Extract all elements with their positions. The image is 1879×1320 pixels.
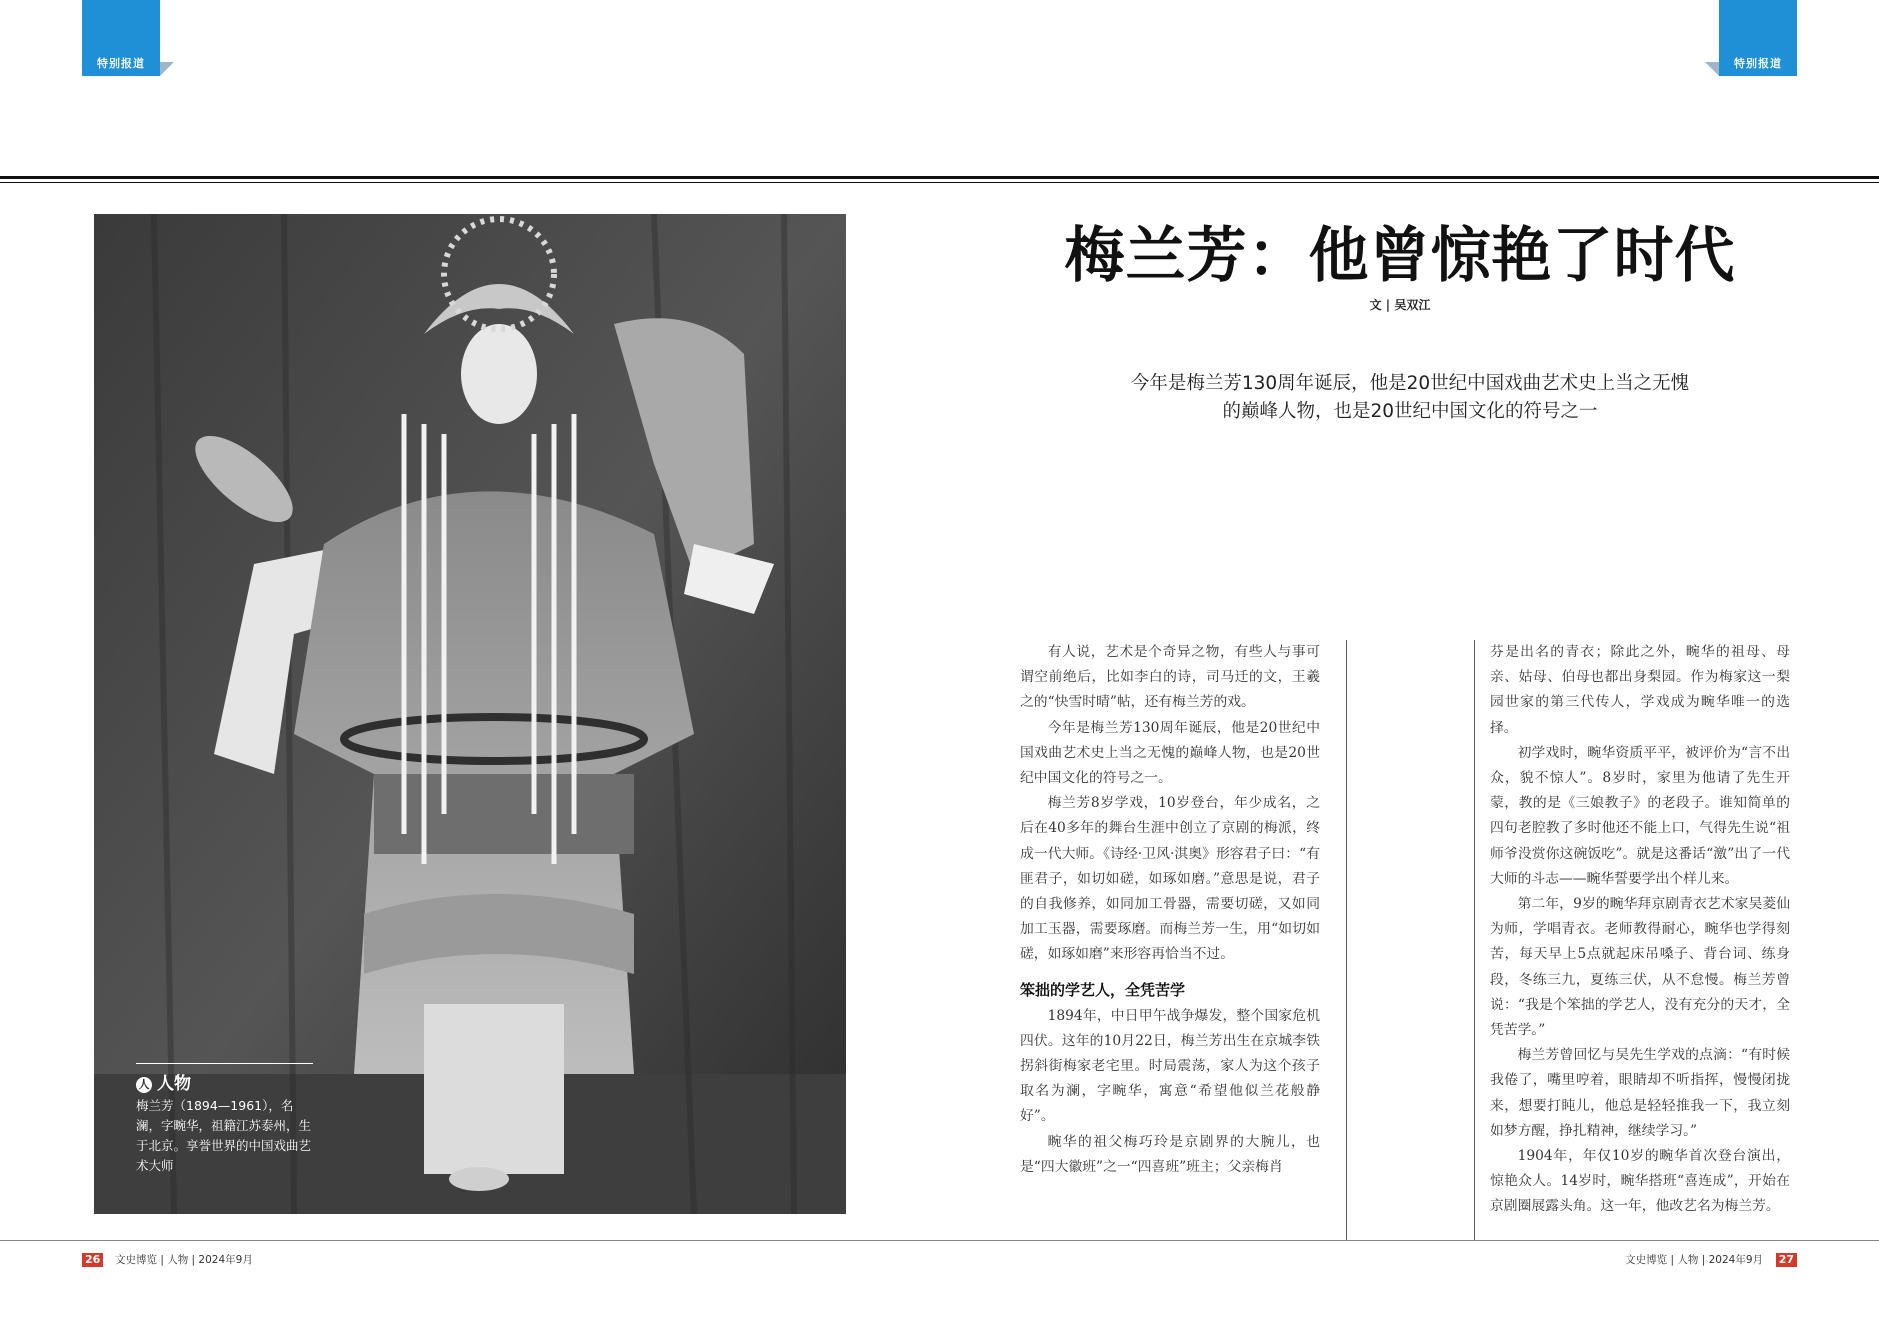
column-divider-1 [1346,640,1347,1240]
person-icon: 人 [136,1077,152,1093]
body-paragraph: 1894年，中日甲午战争爆发，整个国家危机四伏。这年的10月22日，梅兰芳出生在京城李铁拐斜街梅家老宅里。时局震荡，家人为这个孩子取名为澜，字畹华，寓意“希望他似兰花般静好”。 [1020,1007,1320,1125]
section-heading: 笨拙的学艺人，全凭苦学 [1020,980,1186,999]
body-paragraph: 1904年，年仅10岁的畹华首次登台演出，惊艳众人。14岁时，畹华搭班“喜连成”，开始在京剧圈展露头角。这一年，他改艺名为梅兰芳。 [1490,1148,1790,1215]
section-tab-left-label: 特别报道 [97,57,145,70]
column-divider-2 [1474,640,1475,1240]
body-paragraph: 有人说，艺术是个奇异之物，有些人与事可谓空前绝后，比如李白的诗，司马迁的文，王羲之的“快雪时晴”帖，还有梅兰芳的戏。 [1020,644,1320,711]
portrait-photo [94,214,846,1214]
caption-heading [136,1069,191,1094]
portrait-illustration [94,214,846,1214]
body-paragraph: 梅兰芳8岁学戏，10岁登台，年少成名，之后在40多年的舞台生涯中创立了京剧的梅派，终成一代大师。《诗经·卫风·淇奥》形容君子曰：“有匪君子，如切如磋，如琢如磨。”意思是说，君子的自我修养，如同加工骨器，需要切磋，又如同加工玉器，需要琢磨。而梅兰芳一生，用“如切如磋，如琢如磨”来形容再恰当不过。 [1020,795,1320,963]
lead-paragraph [1100,370,1720,426]
section-tab-right-label: 特别报道 [1734,57,1782,70]
body-column-1 [1020,640,1320,1180]
body-column-2 [1490,640,1790,1220]
caption-text: 梅兰芳（1894—1961），名澜，字畹华，祖籍江苏泰州，生于北京。享誉世界的中国戏曲艺术大师 [136,1098,312,1173]
page-number-left: 26 [82,1253,103,1267]
header-rule-thick [0,176,1879,179]
header-rule-thin [0,182,1879,183]
body-paragraph: 今年是梅兰芳130周年诞辰，他是20世纪中国戏曲艺术史上当之无愧的巅峰人物，也是20世纪中国文化的符号之一。 [1020,719,1320,787]
caption-rule [136,1063,313,1064]
section-tab-right-fold [1705,62,1719,76]
footer-left-text: 文史博览 | 人物 | 2024年9月 [115,1254,253,1266]
body-paragraph: 梅兰芳曾回忆与吴先生学戏的点滴：“有时候我倦了，嘴里哼着，眼睛却不听指挥，慢慢闭拢来，想要打盹儿，他总是轻轻推我一下，我立刻如梦方醒，挣扎精神，继续学习。” [1490,1047,1790,1139]
body-paragraph: 畹华的祖父梅巧玲是京剧界的大腕儿，也是“四大徽班”之一“四喜班”班主；父亲梅肖 [1020,1133,1320,1175]
section-tab-left-fold [160,62,174,76]
body-paragraph: 初学戏时，畹华资质平平，被评价为“言不出众，貌不惊人”。8岁时，家里为他请了先生开蒙，教的是《三娘教子》的老段子。谁知简单的四句老腔教了多时他还不能上口，气得先生说“祖师爷没赏你这碗饭吃”。就是这番话“激”出了一代大师的斗志——畹华誓要学出个样儿来。 [1490,744,1790,887]
page-number-right: 27 [1776,1253,1797,1267]
body-paragraph: 芬是出名的青衣；除此之外，畹华的祖母、母亲、姑母、伯母也都出身梨园。作为梅家这一梨园世家的第三代传人，学戏成为畹华唯一的选择。 [1490,644,1790,736]
caption-heading-text: 人物 [157,1074,191,1094]
footer-rule [0,1240,1879,1241]
section-tab-left [82,0,160,76]
lead-line-2: 的巅峰人物，也是20世纪中国文化的符号之一 [1222,401,1598,422]
lead-line-1: 今年是梅兰芳130周年诞辰，他是20世纪中国戏曲艺术史上当之无愧 [1130,373,1690,394]
article-title: 梅兰芳：他曾惊艳了时代 [1064,221,1736,291]
section-tab-right [1719,0,1797,76]
footer-right-text: 文史博览 | 人物 | 2024年9月 [1625,1254,1763,1266]
body-paragraph: 第二年，9岁的畹华拜京剧青衣艺术家吴菱仙为师，学唱青衣。老师教得耐心，畹华也学得刻苦，每天早上5点就起床吊嗓子、背台词、练身段，冬练三九，夏练三伏，从不怠慢。梅兰芳曾说：“我是个笨拙的学艺人，没有充分的天才，全凭苦学。” [1490,896,1790,1039]
byline: 文 | 吴双江 [1369,298,1431,312]
